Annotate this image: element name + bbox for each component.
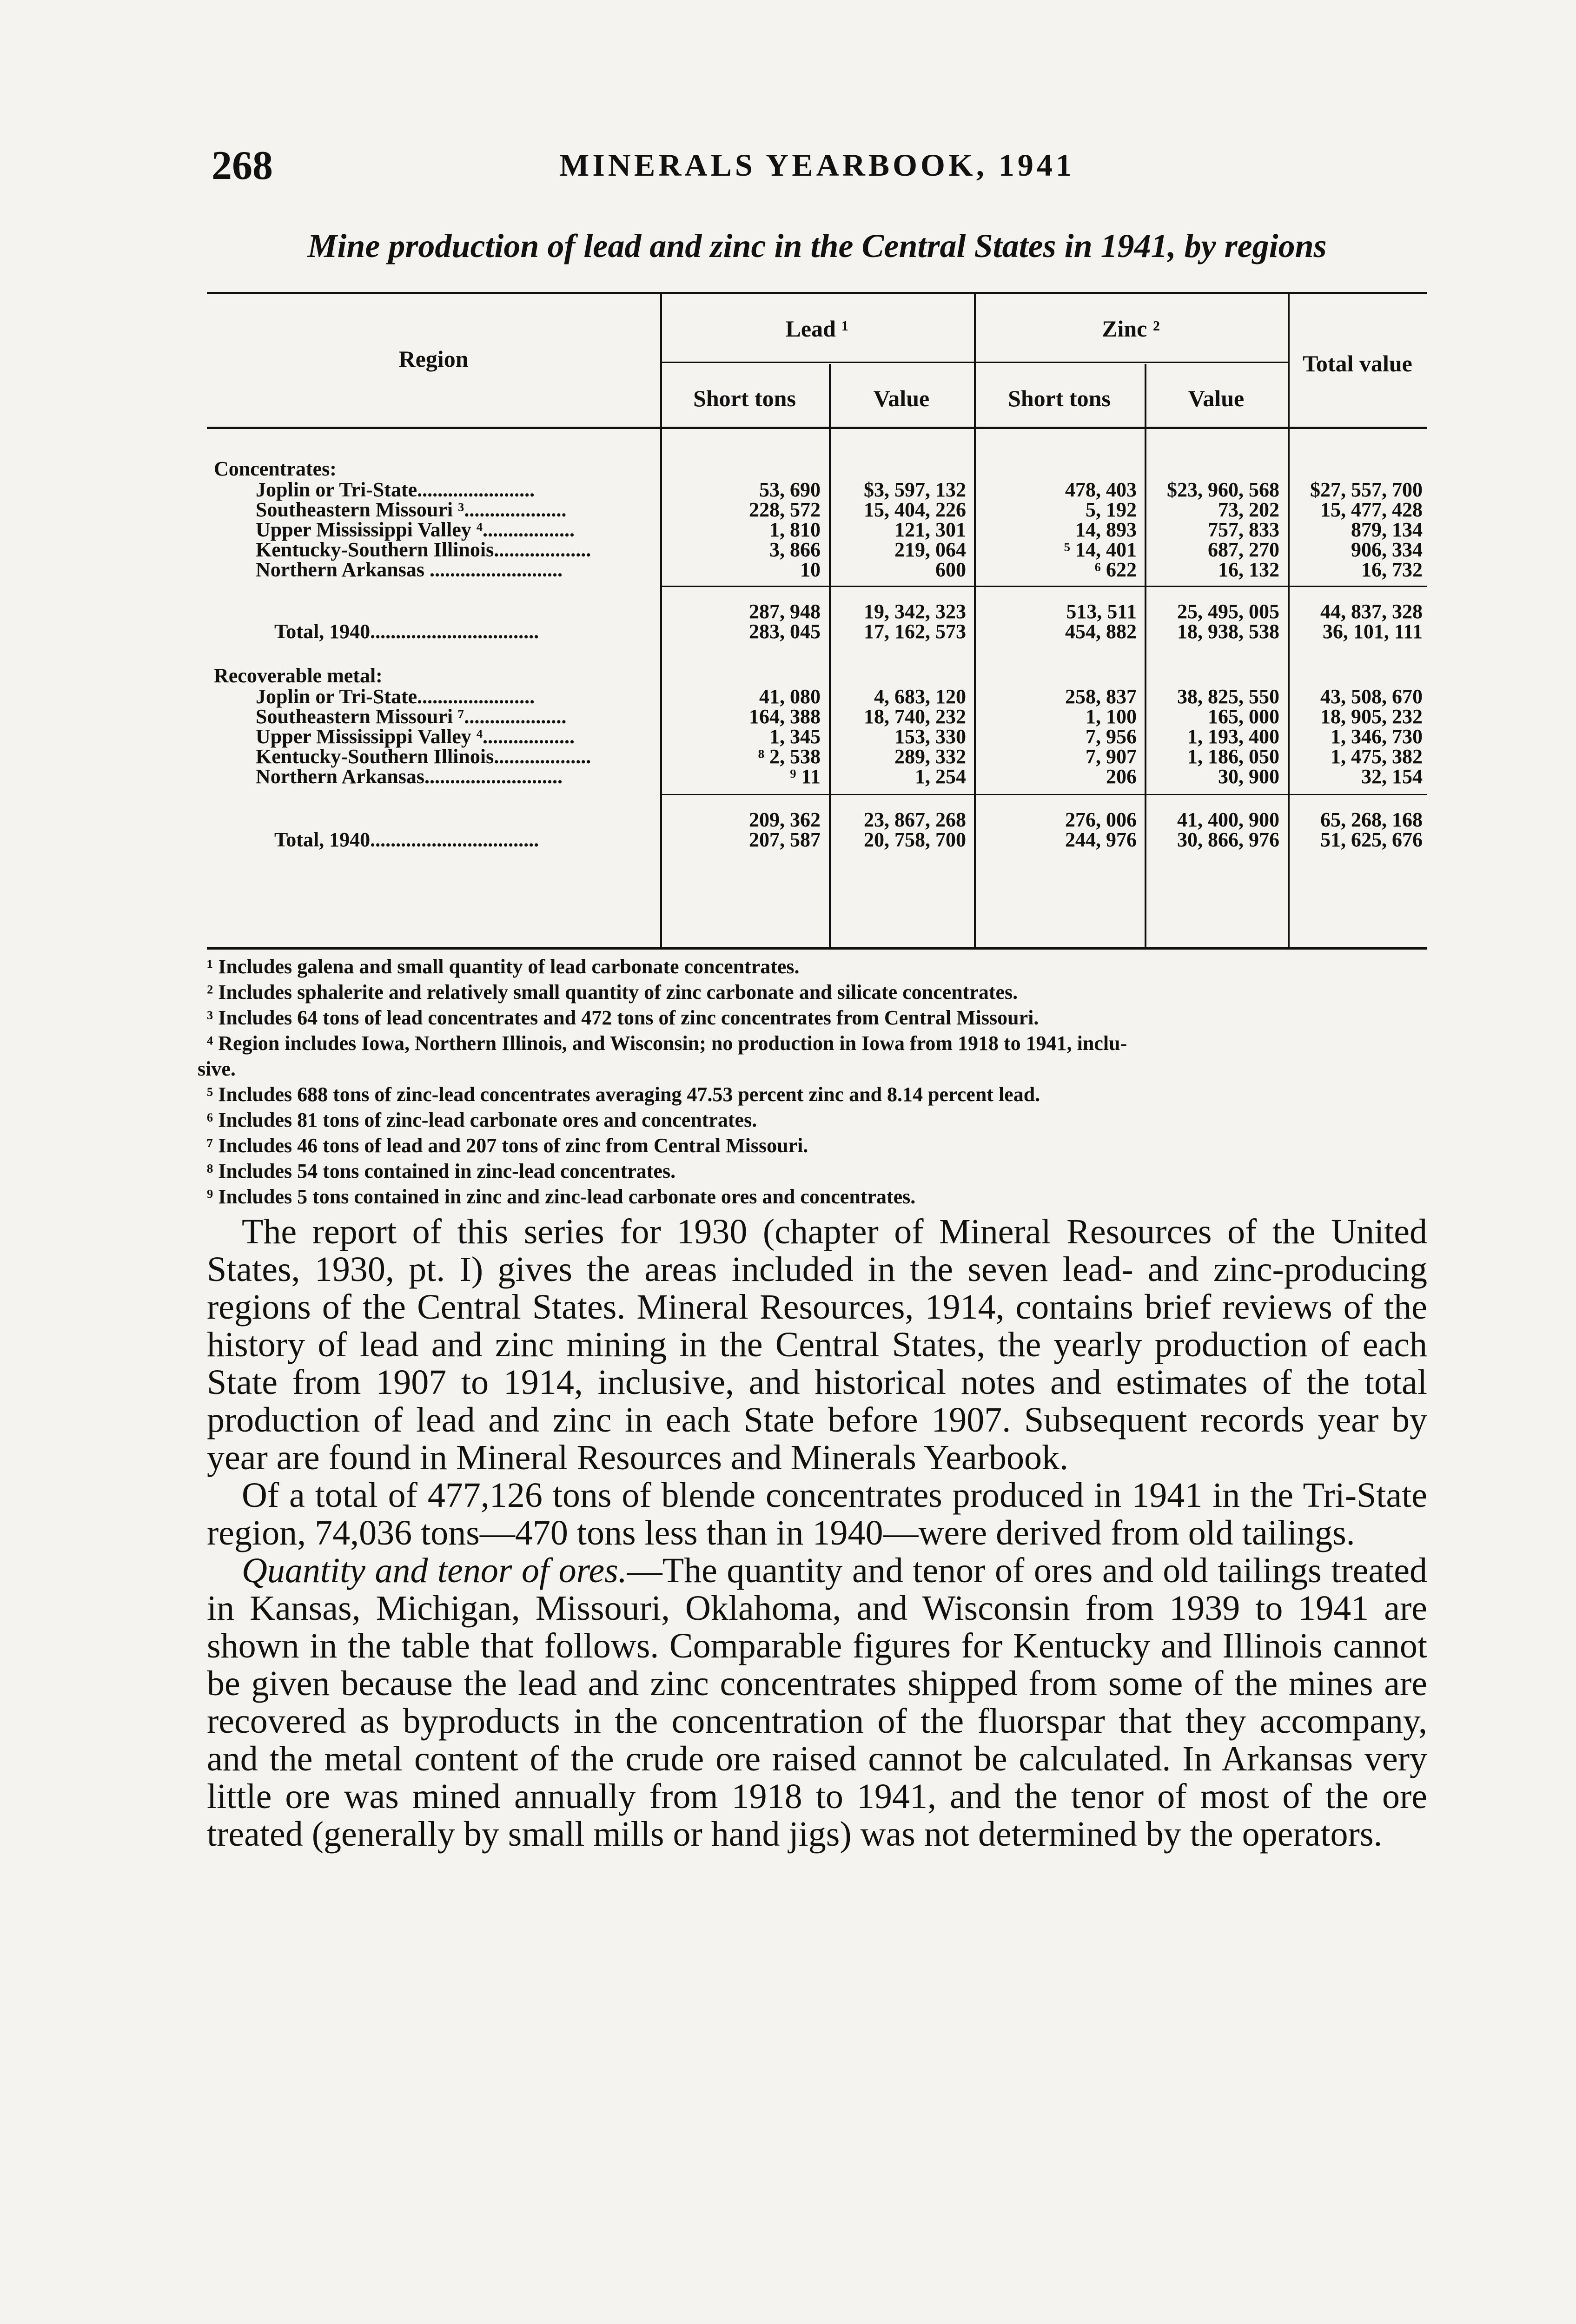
subtotal-rule [660,794,1427,795]
paragraph-text: —The quantity and tenor of ores and old tailings treated in Kansas, Michigan, Missouri, Oklahoma, and Wisconsin from 1939 to 1941 are shown in the table that follows. Comparable figures for Kentucky and Illinois cannot be given because the lead and zinc concentrates shipped from some of the mines are recovered as byproducts in the concentration of the fluorspar that they accompany, and the metal content of the crude ore raised cannot be calculated. In Arkansas very little ore was mined annually from 1918 to 1941, and the tenor of most of the ore treated (generally by small mills or hand jigs) was not determined by the operators. [207,1551,1427,1854]
cell-lead-value: 219, 064 [894,538,966,561]
total-lead-tons: 209, 362 [749,808,821,831]
total-1940-total-value: 51, 625, 676 [1320,828,1423,851]
total-1940-lead-tons: 207, 587 [749,828,821,851]
cell-lead-value: 289, 332 [894,745,966,768]
lead-subheader-rule [660,362,974,363]
total-1940-lead-value: 20, 758, 700 [864,828,966,851]
column-divider [1145,364,1146,947]
total-zinc-tons: 276, 006 [1065,808,1137,831]
cell-lead-value: 121, 301 [894,518,966,541]
footnote: ⁴ Region includes Iowa, Northern Illinois, and Wisconsin; no production in Iowa from 1918 to 1941, inclu- [207,1032,1127,1055]
header-lead-short-tons: Short tons [693,385,796,411]
cell-zinc-tons: 1, 100 [1086,705,1137,728]
table-header-rule [207,427,1427,429]
footnote: ⁸ Includes 54 tons contained in zinc-lead concentrates. [207,1160,676,1182]
paragraph: The report of this series for 1930 (chapter of Mineral Resources of the United States, 1930, pt. I) gives the areas included in the seven lead- and zinc-producing regions of the Central States. Mineral Resources, 1914, contains brief reviews of the history of lead and zinc mining in the Central States, the yearly production of each State from 1907 to 1914, inclusive, and historical notes and estimates of the total production of lead and zinc in each State before 1907. Subsequent records year by year are found in Mineral Resources and Minerals Yearbook. [207,1212,1427,1477]
cell-lead-tons: 41, 080 [759,685,821,708]
total-zinc-tons: 513, 511 [1066,600,1137,623]
cell-zinc-tons: 14, 893 [1075,518,1137,541]
cell-total-value: 32, 154 [1361,765,1423,788]
cell-lead-value: 600 [935,558,966,581]
cell-total-value: 1, 475, 382 [1331,745,1423,768]
cell-zinc-tons: 206 [1106,765,1137,788]
cell-lead-tons: 3, 866 [769,538,821,561]
cell-zinc-value: 1, 186, 050 [1187,745,1279,768]
page-header [207,142,1427,198]
total-total-value: 65, 268, 168 [1320,808,1423,831]
cell-zinc-value: 38, 825, 550 [1177,685,1279,708]
header-zinc: Zinc ² [1102,316,1160,342]
header-zinc-value: Value [1188,385,1245,411]
cell-lead-value: 15, 404, 226 [864,498,966,521]
footnote: ¹ Includes galena and small quantity of lead carbonate concentrates. [207,955,800,978]
footnote: ⁶ Includes 81 tons of zinc-lead carbonate ores and concentrates. [207,1109,757,1131]
footnote: sive. [198,1057,236,1080]
cell-lead-value: $3, 597, 132 [864,478,966,501]
cell-zinc-value: 73, 202 [1218,498,1279,521]
running-title: MINERALS YEARBOOK, 1941 [559,147,1075,183]
cell-zinc-value: 30, 900 [1218,765,1279,788]
total-1940-zinc-value: 18, 938, 538 [1177,620,1279,643]
cell-zinc-tons: 478, 403 [1065,478,1137,501]
total-1940-label: Total, 1940................................. [274,620,539,643]
cell-total-value: 16, 732 [1361,558,1423,581]
total-1940-label: Total, 1940................................. [274,828,539,851]
total-1940-zinc-tons: 454, 882 [1065,620,1137,643]
cell-lead-tons: 228, 572 [749,498,821,521]
cell-zinc-tons: ⁶ 622 [1094,558,1137,581]
footnotes [198,954,1427,1209]
production-table [207,292,1427,950]
row-label: Southeastern Missouri ³.................... [256,498,567,521]
column-divider [829,364,831,947]
footnote: ³ Includes 64 tons of lead concentrates and 472 tons of zinc concentrates from Central Missouri. [207,1006,1039,1029]
footnote: ² Includes sphalerite and relatively small quantity of zinc carbonate and silicate concentrates. [207,981,1018,1004]
paragraph [207,1552,1427,1853]
header-lead: Lead ¹ [785,316,849,342]
row-label: Northern Arkansas........................... [256,765,563,788]
cell-zinc-tons: 7, 956 [1086,725,1137,748]
paragraph-heading: Quantity and tenor of ores. [242,1551,627,1590]
total-zinc-value: 41, 400, 900 [1177,808,1279,831]
cell-lead-tons: 164, 388 [749,705,821,728]
total-zinc-value: 25, 495, 005 [1177,600,1279,623]
cell-zinc-value: 1, 193, 400 [1187,725,1279,748]
cell-lead-tons: ⁸ 2, 538 [758,745,821,768]
body-text [207,1213,1427,1853]
footnote: ⁹ Includes 5 tons contained in zinc and zinc-lead carbonate ores and concentrates. [207,1185,916,1208]
table-bottom-rule [207,947,1427,950]
cell-lead-value: 18, 740, 232 [864,705,966,728]
cell-zinc-tons: 5, 192 [1086,498,1137,521]
cell-lead-tons: ⁹ 11 [790,765,821,788]
cell-total-value: 18, 905, 232 [1320,705,1423,728]
cell-lead-tons: 1, 345 [769,725,821,748]
cell-zinc-value: $23, 960, 568 [1167,478,1279,501]
page-number: 268 [212,143,273,188]
header-region: Region [398,346,469,372]
table-caption: Mine production of lead and zinc in the Central States in 1941, by regions [307,227,1327,264]
total-lead-tons: 287, 948 [749,600,821,623]
section-title: Recoverable metal: [214,664,383,687]
cell-zinc-value: 165, 000 [1208,705,1279,728]
row-label: Southeastern Missouri ⁷.................... [256,705,567,728]
total-1940-lead-tons: 283, 045 [749,620,821,643]
row-label: Northern Arkansas .......................... [256,558,563,581]
table-top-rule [207,292,1427,294]
cell-lead-tons: 10 [800,558,821,581]
cell-lead-tons: 1, 810 [769,518,821,541]
cell-total-value: 15, 477, 428 [1320,498,1423,521]
cell-lead-value: 1, 254 [915,765,966,788]
cell-zinc-tons: ⁵ 14, 401 [1064,538,1137,561]
cell-zinc-value: 757, 833 [1208,518,1279,541]
cell-zinc-tons: 258, 837 [1065,685,1137,708]
total-1940-zinc-tons: 244, 976 [1065,828,1137,851]
cell-lead-value: 4, 683, 120 [874,685,966,708]
cell-total-value: 43, 508, 670 [1320,685,1423,708]
header-total-value: Total value [1303,350,1412,376]
total-1940-total-value: 36, 101, 111 [1322,620,1423,643]
header-zinc-short-tons: Short tons [1008,385,1111,411]
total-lead-value: 19, 342, 323 [864,600,966,623]
cell-zinc-value: 687, 270 [1208,538,1279,561]
footnote: ⁷ Includes 46 tons of lead and 207 tons of zinc from Central Missouri. [207,1134,808,1157]
row-label: Upper Mississippi Valley ⁴.................. [256,518,575,541]
cell-total-value: 879, 134 [1351,518,1423,541]
section-title: Concentrates: [214,457,337,480]
cell-total-value: $27, 557, 700 [1310,478,1423,501]
row-label: Kentucky-Southern Illinois................... [256,745,591,768]
zinc-subheader-rule [974,362,1288,363]
total-lead-value: 23, 867, 268 [864,808,966,831]
row-label: Kentucky-Southern Illinois................... [256,538,591,561]
total-total-value: 44, 837, 328 [1320,600,1423,623]
row-label: Joplin or Tri-State....................... [256,478,535,501]
cell-lead-tons: 53, 690 [759,478,821,501]
header-lead-value: Value [873,385,930,411]
row-label: Upper Mississippi Valley ⁴.................. [256,725,575,748]
paragraph: Of a total of 477,126 tons of blende concentrates produced in 1941 in the Tri-State region, 74,036 tons—470 tons less than in 1940—were derived from old tailings. [207,1476,1427,1552]
total-1940-zinc-value: 30, 866, 976 [1177,828,1279,851]
cell-total-value: 906, 334 [1351,538,1423,561]
cell-total-value: 1, 346, 730 [1331,725,1423,748]
total-1940-lead-value: 17, 162, 573 [864,620,966,643]
subtotal-rule [660,586,1427,587]
cell-lead-value: 153, 330 [894,725,966,748]
footnote: ⁵ Includes 688 tons of zinc-lead concentrates averaging 47.53 percent zinc and 8.14 percent lead. [207,1083,1040,1106]
cell-zinc-tons: 7, 907 [1086,745,1137,768]
cell-zinc-value: 16, 132 [1218,558,1279,581]
row-label: Joplin or Tri-State....................... [256,685,535,708]
